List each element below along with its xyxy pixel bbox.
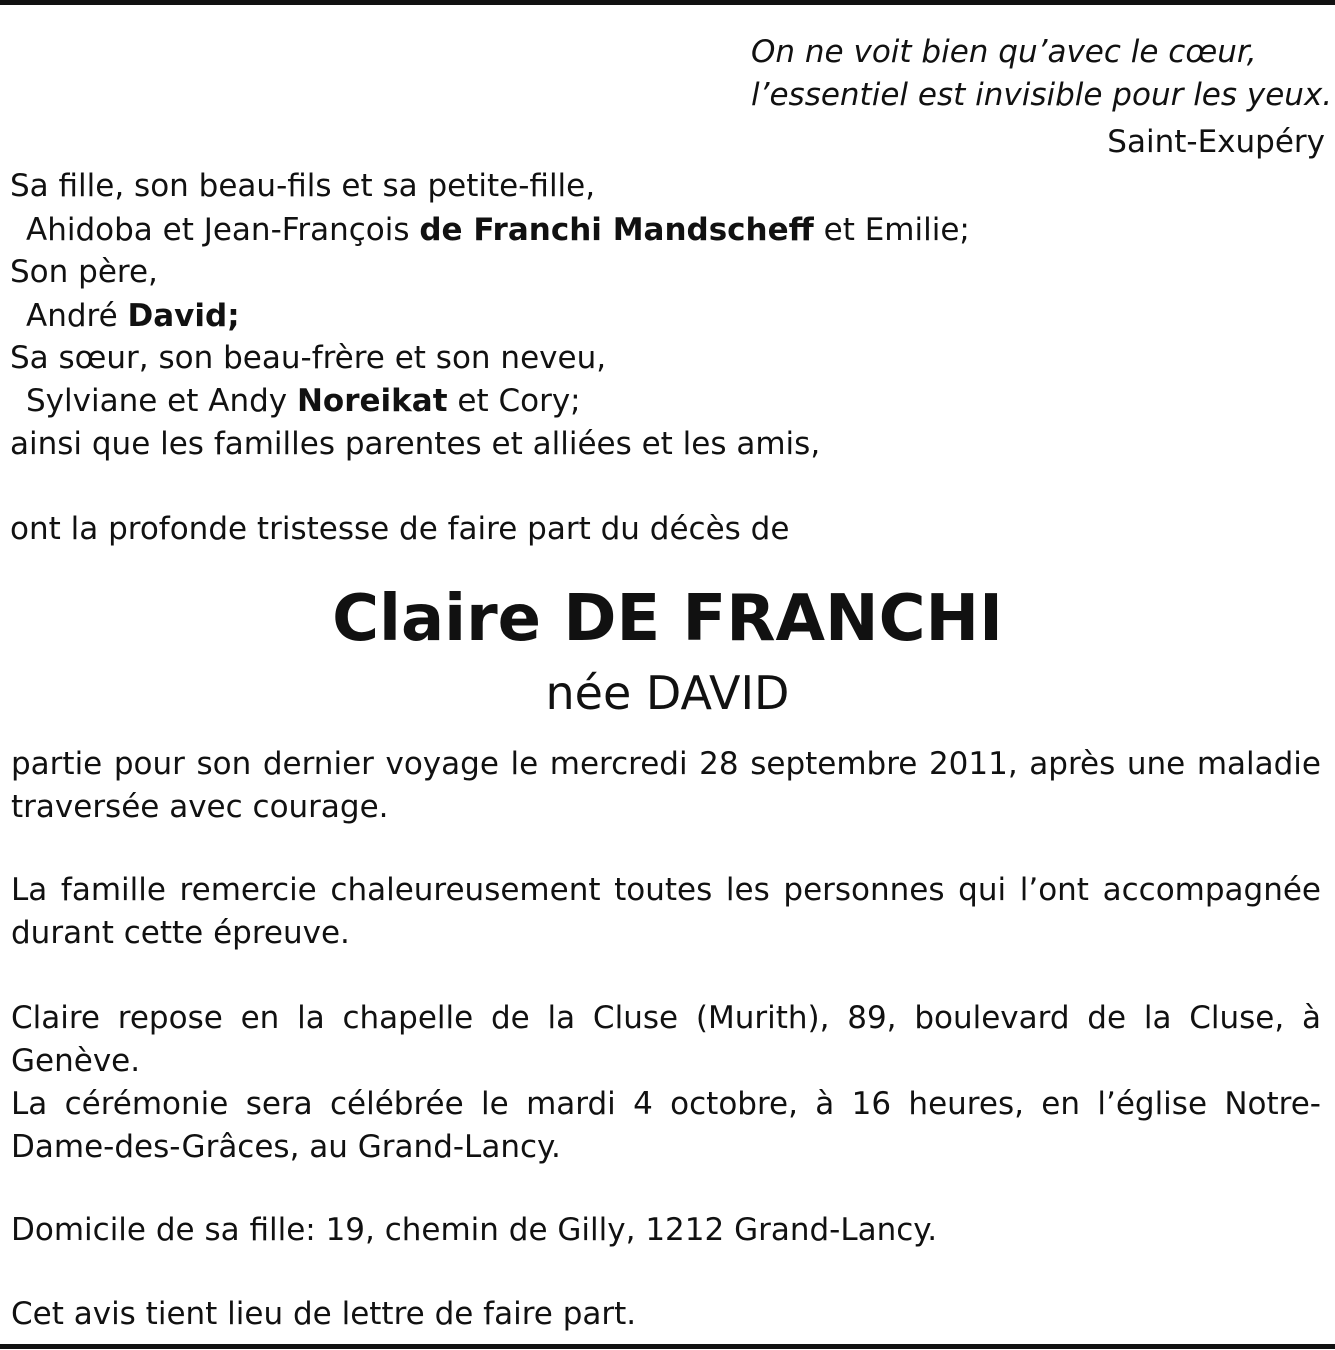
family-line-relatives: ainsi que les familles parentes et alliées et les amis, xyxy=(10,426,821,462)
paragraph-thanks: La famille remercie chaleureusement toutes les personnes qui l’ont accompagnée durant cette épreuve. xyxy=(11,872,1321,951)
family-line-sister-names xyxy=(26,381,581,421)
paragraph-departure: partie pour son dernier voyage le mercredi 28 septembre 2011, après une maladie traversée avec courage. xyxy=(11,746,1321,825)
epigraph-line-2: l’essentiel est invisible pour les yeux. xyxy=(751,77,1333,113)
bottom-rule xyxy=(0,1344,1335,1349)
paragraph-repose: Claire repose en la chapelle de la Cluse (Murith), 89, boulevard de la Cluse, à Genève. xyxy=(11,1000,1321,1079)
deceased-maiden-name: née DAVID xyxy=(545,666,790,720)
top-rule xyxy=(0,0,1335,5)
family-surname-de-franchi-mandscheff: de Franchi Mandscheff xyxy=(419,212,814,248)
family-line-daughter-names xyxy=(26,210,970,250)
announcement-text: ont la profonde tristesse de faire part du décès de xyxy=(10,511,790,547)
family-line-sister-names-pre: Sylviane et Andy xyxy=(26,383,297,419)
paragraph-domicile: Domicile de sa fille: 19, chemin de Gilly, 1212 Grand-Lancy. xyxy=(11,1212,938,1248)
family-line-daughter-names-pre: Ahidoba et Jean-François xyxy=(26,212,420,248)
family-surname-noreikat: Noreikat xyxy=(296,383,448,419)
deceased-name: Claire DE FRANCHI xyxy=(332,582,1003,656)
paragraph-notice: Cet avis tient lieu de lettre de faire part. xyxy=(11,1296,637,1332)
family-surname-david: David; xyxy=(127,298,240,334)
epigraph-line-1: On ne voit bien qu’avec le cœur, xyxy=(751,34,1257,70)
family-line-father-heading: Son père, xyxy=(10,254,158,290)
epigraph-author: Saint-Exupéry xyxy=(1107,124,1325,160)
family-line-sister-names-post: et Cory; xyxy=(447,383,581,419)
family-line-daughter-names-post: et Emilie; xyxy=(813,212,970,248)
family-line-father-name xyxy=(26,296,240,336)
paragraph-ceremony: La cérémonie sera célébrée le mardi 4 octobre, à 16 heures, en l’église Notre-Dame-des-Grâces, au Grand-Lancy. xyxy=(11,1086,1321,1165)
family-line-sister-heading: Sa sœur, son beau-frère et son neveu, xyxy=(10,340,607,376)
family-line-daughter-heading: Sa fille, son beau-fils et sa petite-fille, xyxy=(10,168,596,204)
family-line-father-first: André xyxy=(26,298,128,334)
